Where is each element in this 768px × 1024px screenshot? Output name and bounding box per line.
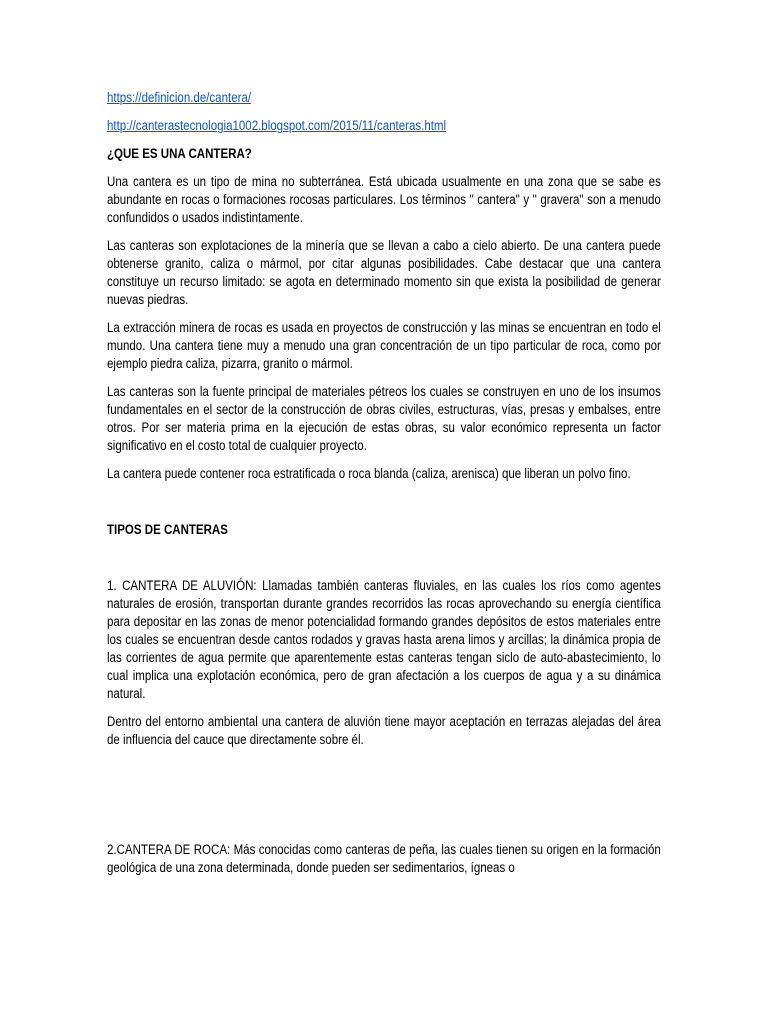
- spacer: [107, 549, 661, 577]
- paragraph: Una cantera es un tipo de mina no subterránea. Está ubicada usualmente en una zona que se sabe es abundante en rocas o formaciones rocosas particulares. Los términos " cantera" y " gravera" son a menudo confundidos o usados indistintamente.: [107, 174, 661, 225]
- spacer: [107, 759, 661, 841]
- paragraph: Dentro del entorno ambiental una cantera de aluvión tiene mayor aceptación en terrazas alejadas del área de influencia del cauce que directamente sobre él.: [107, 714, 661, 747]
- paragraph: La extracción minera de rocas es usada en proyectos de construcción y las minas se encuentran en todo el mundo. Una cantera tiene muy a menudo una gran concentración de un tipo particular de roca, como por ejemplo piedra caliza, pizarra, granito o mármol.: [107, 320, 661, 371]
- paragraph: La cantera puede contener roca estratificada o roca blanda (caliza, arenisca) que liberan un polvo fino.: [107, 466, 631, 481]
- paragraph: Las canteras son la fuente principal de materiales pétreos los cuales se construyen en uno de los insumos fundamentales en el sector de la construcción de obras civiles, estructuras, vías, presas y embalses, entre otros. Por ser materia prima en la ejecución de estas obras, su valor económico representa un factor significativo en el costo total de cualquier proyecto.: [107, 384, 661, 453]
- paragraph: 2.CANTERA DE ROCA: Más conocidas como canteras de peña, las cuales tienen su origen en la formación geológica de una zona determinada, donde pueden ser sedimentarios, ígneas o: [107, 842, 661, 875]
- section-heading-tipos: TIPOS DE CANTERAS: [107, 522, 228, 537]
- document-page: [107, 89, 661, 887]
- spacer: [107, 493, 661, 521]
- paragraph: Las canteras son explotaciones de la minería que se llevan a cabo a cielo abierto. De una cantera puede obtenerse granito, caliza o mármol, por citar algunas posibilidades. Cabe destacar que una cantera constituye un recurso limitado: se agota en determinado momento sin que exista la posibilidad de generar nuevas piedras.: [107, 238, 661, 307]
- source-link-1[interactable]: https://definicion.de/cantera/: [107, 90, 252, 105]
- paragraph: 1. CANTERA DE ALUVIÓN: Llamadas también canteras fluviales, en las cuales los ríos como agentes naturales de erosión, transportan durante grandes recorridos las rocas aprovechando su energía científica para depositar en las zonas de menor potencialidad formando grandes depósitos de estos materiales entre los cuales se encuentran desde cantos rodados y gravas hasta arena limos y arcillas; la dinámica propia de las corrientes de agua permite que aparentemente estas canteras tengan siclo de auto-abastecimiento, lo cual implica una explotación económica, pero de gran afectación a los cuerpos de agua y a su dinámica natural.: [107, 578, 661, 701]
- section-heading-que-es: ¿QUE ES UNA CANTERA?: [107, 146, 252, 161]
- source-link-2[interactable]: http://canterastecnologia1002.blogspot.com/2015/11/canteras.html: [107, 118, 447, 133]
